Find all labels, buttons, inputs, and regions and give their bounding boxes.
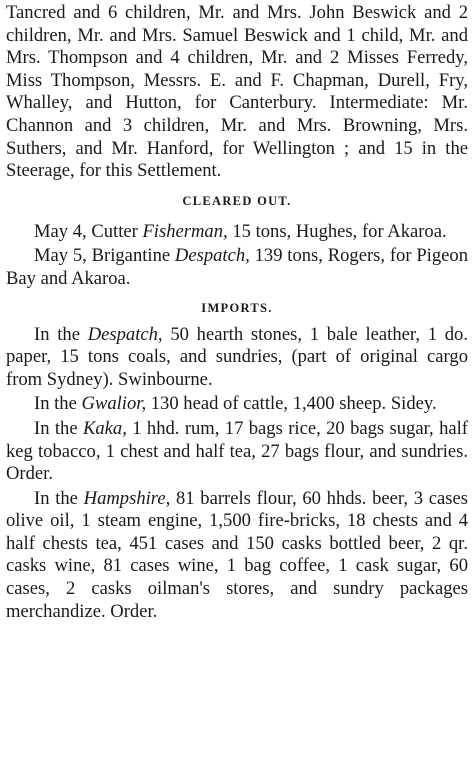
entry-text: In the [34,323,88,345]
entry-text: 139 tons, Rogers, for Pigeon Bay and Akaroa. [6,245,468,289]
entry-text: 1 hhd. rum, 17 bags rice, 20 bags sugar, half keg tobacco, 1 chest and half tea, 27 bags flour, and sundries. Order. [6,417,468,485]
cleared-entry-despatch [6,245,468,290]
import-entry-kaka [6,418,468,486]
vessel-name: Despatch, [87,323,163,345]
vessel-name: Fisherman, [142,220,228,242]
import-entry-gwalior [6,393,468,416]
vessel-name: Kaka, [82,417,127,439]
entry-text: In the [34,487,84,509]
entry-text: 130 head of cattle, 1,400 sheep. Sidey. [146,393,437,415]
passenger-list-paragraph: Tancred and 6 children, Mr. and Mrs. John Beswick and 2 children, Mr. and Mrs. Samuel Beswick and 1 child, Mr. and Mrs. Thompson and 4 children, Mr. and 2 Misses Ferredy, Miss Thompson, Messrs. E. and F. Chapman, Durell, Fry, Whalley, and Hutton, for Canterbury. Intermediate: Mr. Channon and 3 children, Mr. and Mrs. Browning, Mrs. Suthers, and Mr. Hanford, for Wellington ; and 15 in the Steerage, for this Settlement. [6,2,468,182]
vessel-name: Hampshire, [83,487,171,509]
entry-text: In the [34,393,82,415]
import-entry-despatch [6,324,468,392]
entry-text: 15 tons, Hughes, for Akaroa. [227,220,447,242]
entry-text: 81 barrels flour, 60 hhds. beer, 3 cases olive oil, 1 steam engine, 1,500 fire-bricks, 18 chests and 4 half chests tea, 451 cases and 150 casks bottled beer, 2 qr. casks wine, 81 cases wine, 1 bag coffee, 1 cask sugar, 60 cases, 2 casks oilman's stores, and sundry packages merchandize. Order. [6,487,468,622]
entry-text: 50 hearth stones, 1 bale leather, 1 do. paper, 15 tons coals, and sundries, (part of original cargo from Sydney). Swinbourne. [6,323,468,390]
entry-text: May 4, Cutter [34,220,143,242]
imports-heading: IMPORTS. [201,300,273,315]
vessel-name: Despatch, [174,245,250,267]
entry-text: May 5, Brigantine [34,245,175,267]
vessel-name: Gwalior, [81,393,147,415]
cleared-out-heading: CLEARED OUT. [182,193,292,208]
entry-text: In the [34,417,83,439]
cleared-entry-fisherman [6,221,468,244]
import-entry-hampshire [6,488,468,624]
